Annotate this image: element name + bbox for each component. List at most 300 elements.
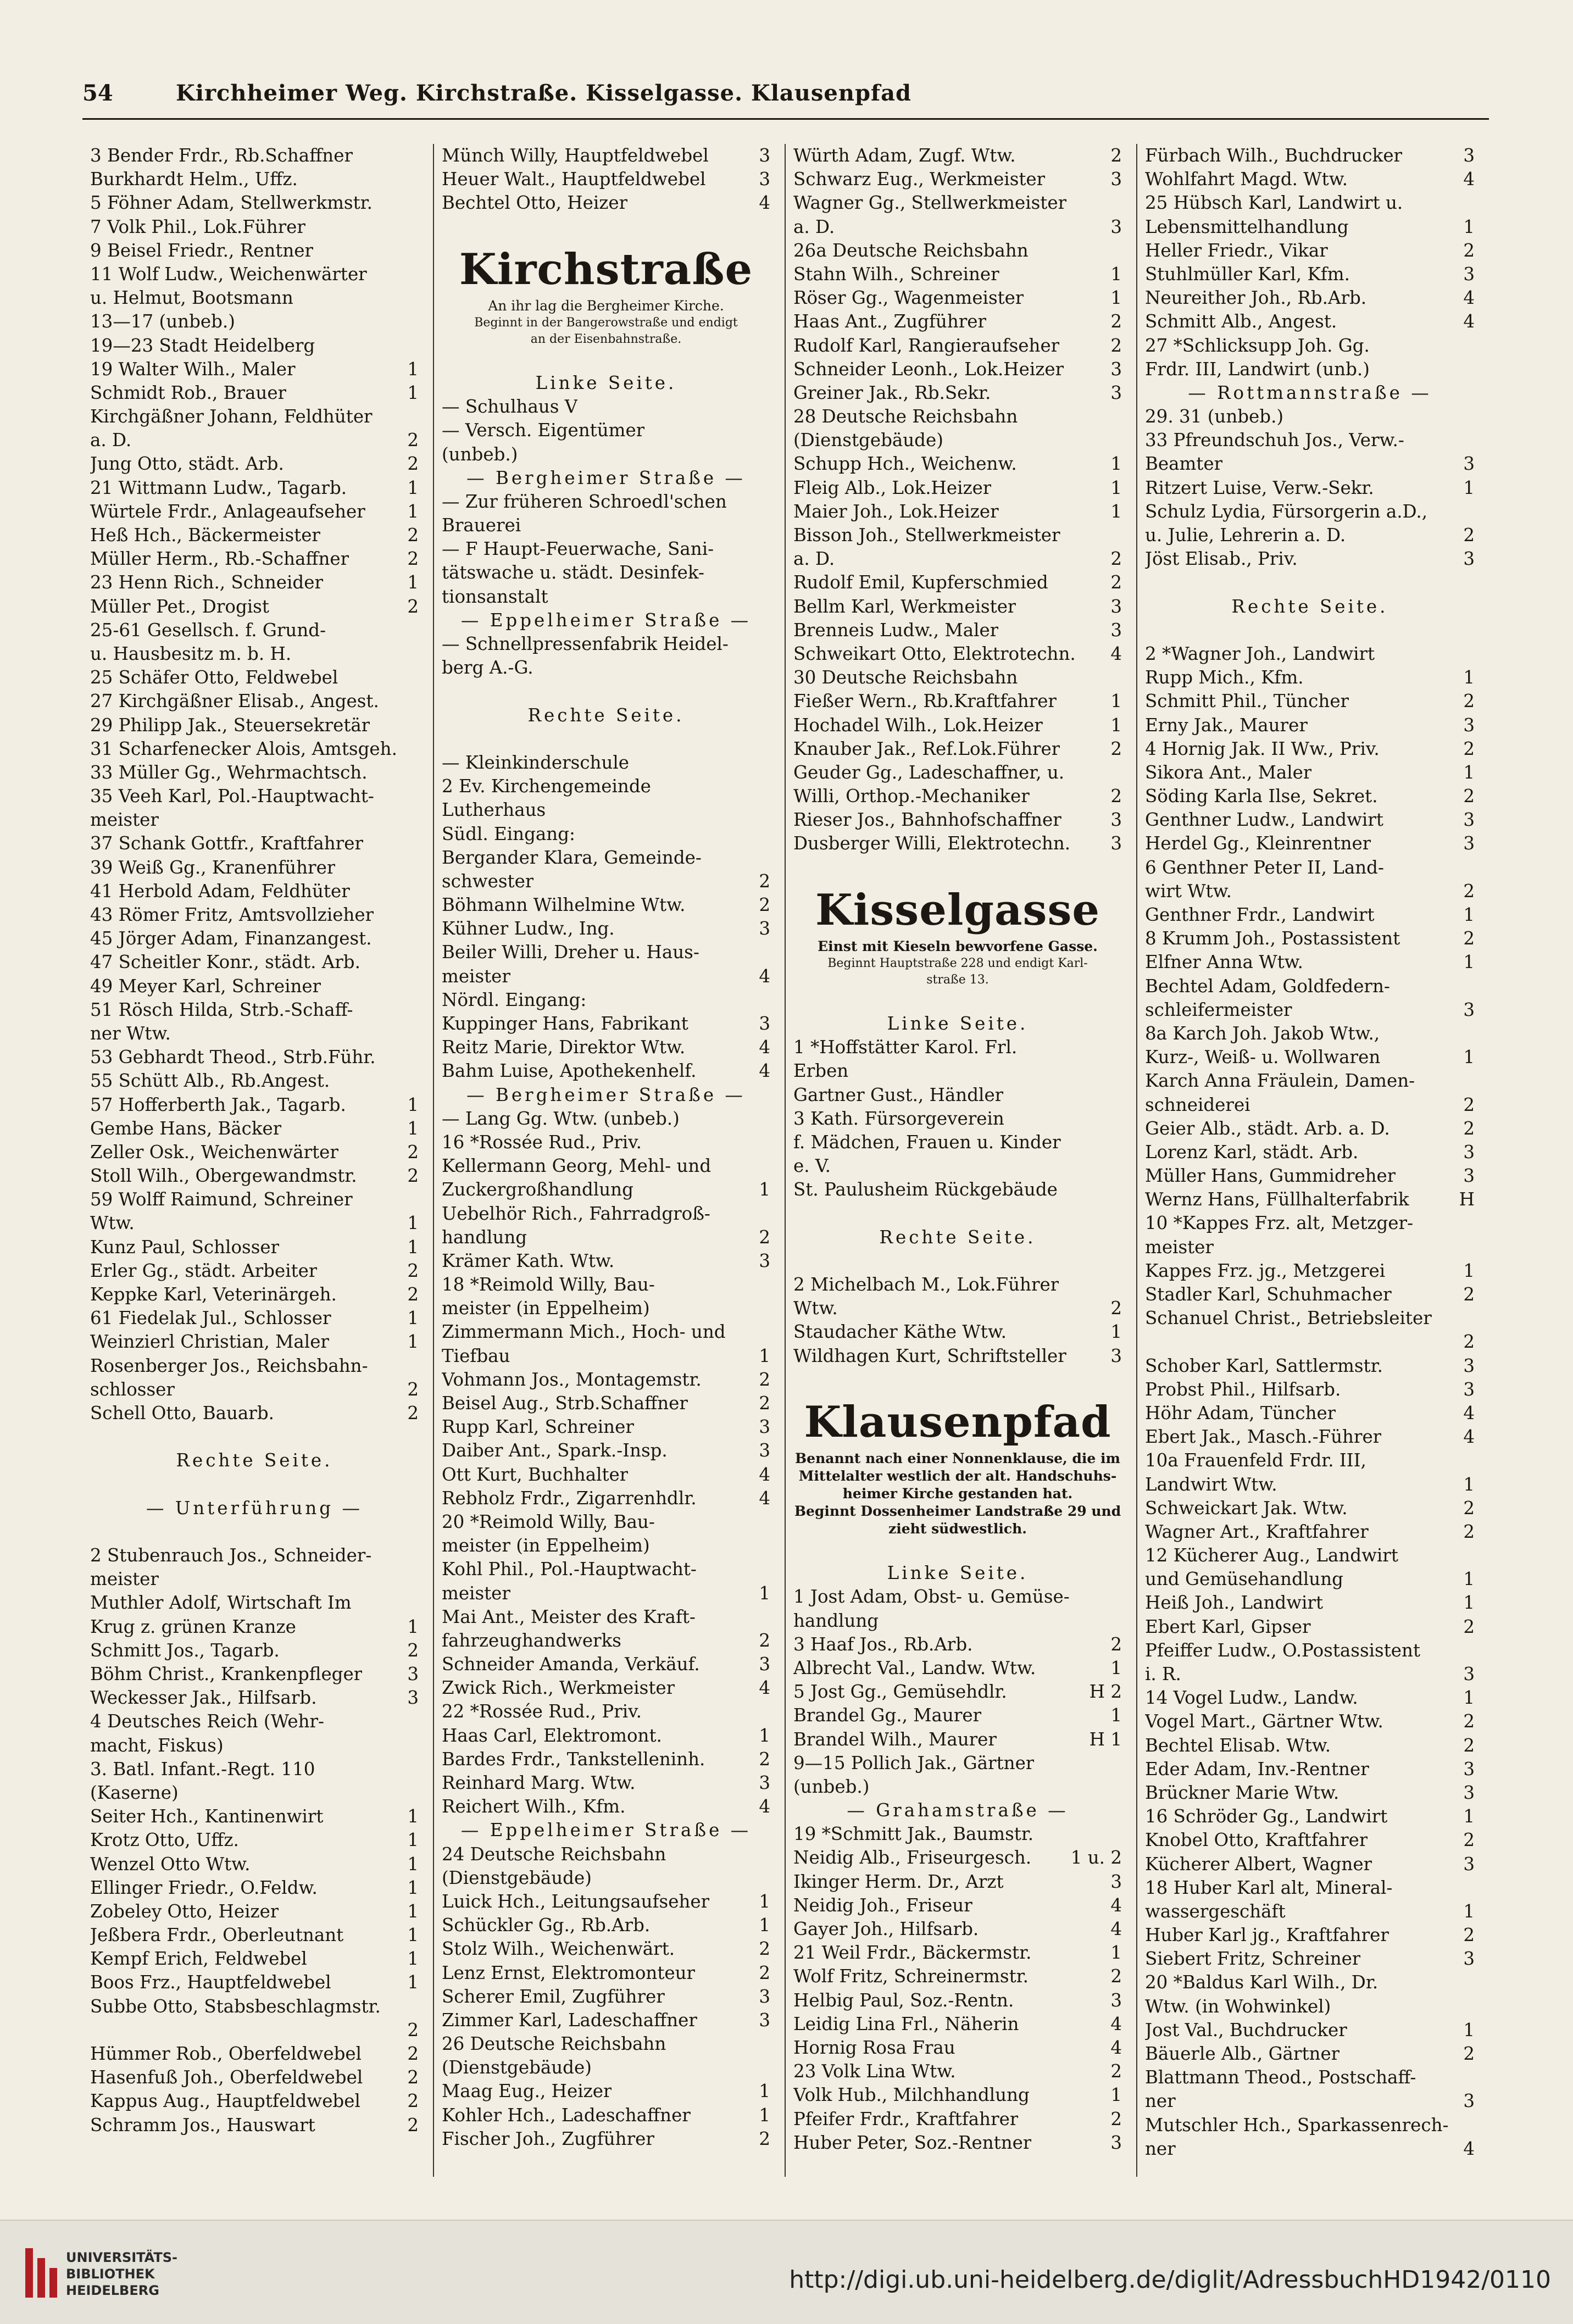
directory-entry [1145, 880, 1475, 903]
entry-text: Ott Kurt, Buchhalter [442, 1464, 629, 1485]
directory-entry [442, 1534, 770, 1558]
directory-entry [442, 1273, 770, 1297]
entry-text: Wagner Gg., Stellwerkmeister [793, 192, 1067, 214]
directory-entry [90, 1164, 419, 1188]
floor-number: 1 [407, 1236, 419, 1258]
entry-text: Würtele Frdr., Anlageaufseher [90, 501, 365, 522]
directory-entry [1145, 1758, 1475, 1781]
directory-entry [442, 395, 770, 419]
directory-entry [1145, 1022, 1475, 1046]
floor-number: 1 [1463, 1592, 1475, 1614]
entry-text: Stuhlmüller Karl, Kfm. [1145, 263, 1350, 285]
section-label: Rechte Seite. [1231, 596, 1388, 617]
directory-entry [442, 775, 770, 798]
entry-text: 33 Müller Gg., Wehrmachtsch. [90, 761, 368, 783]
entry-text: 2 Stubenrauch Jos., Schneider- [90, 1545, 372, 1566]
entry-text: ner [1145, 2138, 1176, 2159]
section-label: Rechte Seite. [527, 704, 685, 726]
entry-text: 21 Weil Frdr., Bäckermstr. [793, 1942, 1032, 1964]
running-title: Kirchheimer Weg. Kirchstraße. Kisselgasse. Klausenpfad [176, 80, 911, 106]
directory-entry [1145, 1544, 1475, 1567]
directory-entry [90, 286, 419, 310]
directory-entry [442, 1202, 770, 1226]
entry-text: Ellinger Friedr., O.Feldw. [90, 1877, 318, 1898]
floor-number: 1 [1110, 1942, 1122, 1964]
floor-number: 2 [1110, 2061, 1122, 2082]
entry-text: Eder Adam, Inv.-Rentner [1145, 1758, 1369, 1780]
floor-number: 4 [759, 192, 770, 214]
directory-entry [793, 500, 1122, 524]
entry-text: a. D. [793, 216, 835, 237]
floor-number: 4 [1110, 1919, 1122, 1939]
entry-text: Rieser Jos., Bahnhofschaffner [793, 809, 1061, 831]
directory-entry [793, 2060, 1122, 2083]
entry-text: und Gemüsehandlung [1145, 1569, 1343, 1590]
entry-text: Schell Otto, Bauarb. [90, 1402, 274, 1424]
entry-text: Haas Ant., Zugführer [793, 311, 987, 332]
directory-entry [1145, 714, 1475, 737]
directory-entry [793, 2012, 1122, 2036]
street-heading: Kirchstraße [459, 244, 753, 294]
entry-text: 25 Hübsch Karl, Landwirt u. [1145, 192, 1403, 214]
directory-entry [90, 1236, 419, 1259]
directory-entry [90, 1378, 419, 1402]
floor-number: 1 [407, 1213, 419, 1234]
floor-number: 2 [759, 1393, 770, 1414]
directory-entry [442, 1771, 770, 1795]
floor-number: 2 [759, 1962, 770, 1983]
entry-text: 20 *Baldus Karl Wilh., Dr. [1145, 1972, 1379, 1993]
entry-text: 5 Föhner Adam, Stellwerkmstr. [90, 192, 373, 214]
floor-number: 3 [1463, 714, 1475, 736]
entry-text: Neidig Joh., Friseur [793, 1894, 972, 1916]
floor-number: 3 [1463, 453, 1475, 475]
directory-entry [1145, 524, 1475, 547]
entry-text: Brauerei [442, 515, 521, 536]
entry-text: 7 Volk Phil., Lok.Führer [90, 216, 305, 237]
directory-entry [793, 761, 1122, 785]
floor-number: 1 [1110, 691, 1122, 712]
floor-number: 1 [1110, 2084, 1122, 2106]
directory-entry [1145, 1093, 1475, 1117]
entry-text: Wtw. (in Wohwinkel) [1145, 1995, 1331, 2017]
entry-text: Genthner Ludw., Landwirt [1145, 809, 1383, 831]
entry-text: Mai Ant., Meister des Kraft- [442, 1606, 696, 1627]
entry-text: Rosenberger Jos., Reichsbahn- [90, 1355, 368, 1376]
floor-number: 4 [759, 1464, 770, 1485]
entry-text: Rudolf Emil, Kupferschmied [793, 572, 1048, 593]
directory-entry [442, 443, 770, 466]
floor-number: H 1 [1089, 1728, 1122, 1750]
directory-entry [90, 334, 419, 358]
directory-entry [90, 761, 419, 785]
entry-text: 18 Huber Karl alt, Mineral- [1145, 1877, 1393, 1898]
directory-entry [90, 1615, 419, 1639]
directory-entry [442, 2056, 770, 2080]
entry-text: Beamter [1145, 453, 1223, 475]
entry-text: Kempf Erich, Feldwebel [90, 1948, 307, 1970]
entry-text: 3 Kath. Fürsorgeverein [793, 1108, 1004, 1129]
entry-text: Söding Karla Ilse, Sekret. [1145, 786, 1378, 807]
directory-entry [1145, 500, 1475, 524]
floor-number: 3 [1463, 1758, 1475, 1780]
directory-entry [90, 832, 419, 855]
entry-text: Heller Friedr., Vikar [1145, 240, 1328, 261]
spacer [1145, 571, 1475, 594]
floor-number: 1 [407, 1853, 419, 1875]
directory-entry [793, 832, 1122, 855]
directory-entry [90, 1093, 419, 1117]
column-2 [434, 144, 786, 2177]
street-note: heimer Kirche gestanden hat. [842, 1486, 1073, 1502]
entry-text: Südl. Eingang: [442, 823, 575, 844]
directory-entry [442, 1297, 770, 1320]
spacer [793, 1202, 1122, 1226]
directory-entry [1145, 856, 1475, 880]
floor-number: 2 [1110, 1966, 1122, 1987]
directory-entry [90, 1567, 419, 1591]
floor-number: 1 [407, 1094, 419, 1115]
source-url-link[interactable]: http://digi.ub.uni-heidelberg.de/diglit/AdressbuchHD1942/0110 [789, 2266, 1551, 2294]
entry-text: meister (in Eppelheim) [442, 1535, 650, 1556]
entry-text: Erben [793, 1060, 849, 1082]
directory-columns [82, 144, 1489, 2177]
entry-text: 8a Karch Joh. Jakob Wtw., [1145, 1022, 1380, 1044]
entry-text: Nördl. Eingang: [442, 989, 587, 1010]
directory-entry [1145, 1497, 1475, 1520]
entry-text: meister [90, 809, 159, 831]
floor-number: 2 [759, 1369, 770, 1390]
floor-number: 2 [407, 2114, 419, 2136]
directory-entry [1145, 1971, 1475, 1994]
entry-text: 13—17 (unbeb.) [90, 311, 235, 332]
floor-number: 1 [1110, 477, 1122, 498]
entry-text: u. Hausbesitz m. b. H. [90, 643, 292, 664]
floor-number: 1 [1463, 904, 1475, 925]
directory-entry [90, 1828, 419, 1852]
floor-number: 2 [759, 2128, 770, 2149]
entry-text: Wenzel Otto Wtw. [90, 1853, 251, 1875]
entry-text: Schober Karl, Sattlermstr. [1145, 1355, 1383, 1376]
floor-number: 2 [1463, 1331, 1475, 1353]
entry-text: meister [90, 1569, 159, 1590]
floor-number: 4 [1463, 287, 1475, 309]
entry-text: Heiß Joh., Landwirt [1145, 1592, 1324, 1614]
entry-text: Pfeifer Frdr., Kraftfahrer [793, 2108, 1019, 2130]
section-label: — Eppelheimer Straße — [460, 609, 752, 631]
floor-number: 3 [759, 1654, 770, 1675]
floor-number: 3 [1463, 833, 1475, 854]
floor-number: 4 [759, 1796, 770, 1817]
entry-text: Fischer Joh., Zugführer [442, 2128, 654, 2149]
entry-text: Mutschler Hch., Sparkassenrech- [1145, 2114, 1449, 2136]
entry-text: 14 Vogel Ludw., Landw. [1145, 1687, 1358, 1709]
library-name: UNIVERSITÄTS- BIBLIOTHEK HEIDELBERG [66, 2250, 178, 2298]
floor-number: 2 [407, 1639, 419, 1661]
entry-text: Knobel Otto, Kraftfahrer [1145, 1830, 1368, 1851]
floor-number: 1 [1463, 952, 1475, 973]
floor-number: 2 [1463, 691, 1475, 712]
entry-text: Wohlfahrt Magd. Wtw. [1145, 169, 1348, 190]
floor-number: 2 [1110, 1633, 1122, 1655]
directory-entry [442, 988, 770, 1012]
entry-text: 25 Schäfer Otto, Feldwebel [90, 667, 338, 688]
floor-number: 2 [1463, 1711, 1475, 1732]
directory-entry [442, 537, 770, 561]
entry-text: Gembe Hans, Bäcker [90, 1117, 282, 1139]
entry-text: 16 Schröder Gg., Landwirt [1145, 1806, 1388, 1827]
floor-number: 3 [1463, 548, 1475, 570]
entry-text: Scherer Emil, Zugführer [442, 1986, 665, 2007]
floor-number: 2 [407, 1284, 419, 1305]
floor-number: 3 [1463, 1664, 1475, 1684]
entry-text: Wernz Hans, Füllhalterfabrik [1145, 1189, 1409, 1210]
entry-text: schwester [442, 870, 534, 892]
entry-text: Elfner Anna Wtw. [1145, 952, 1303, 973]
floor-number: 4 [759, 1060, 770, 1082]
library-logo-icon [25, 2248, 58, 2298]
directory-entry [793, 144, 1122, 168]
floor-number: 2 [407, 1402, 419, 1424]
floor-number: 4 [759, 965, 770, 987]
entry-text: 4 Deutsches Reich (Wehr- [90, 1711, 325, 1732]
entry-text: Stadler Karl, Schuhmacher [1145, 1284, 1392, 1305]
directory-entry [442, 514, 770, 537]
street-course-note: Beginnt Hauptstraße 228 und endigt Karl- [827, 956, 1088, 970]
page-header [82, 76, 1489, 114]
directory-entry [1145, 1164, 1475, 1188]
floor-number: 1 [759, 1345, 770, 1366]
entry-text: Erny Jak., Maurer [1145, 714, 1308, 736]
floor-number: 3 [1110, 358, 1122, 380]
directory-entry [442, 1036, 770, 1059]
floor-number: 3 [1110, 809, 1122, 831]
directory-entry [1145, 1236, 1475, 1259]
directory-entry [1145, 1117, 1475, 1141]
floor-number: 3 [1463, 1948, 1475, 1970]
directory-entry [793, 2108, 1122, 2131]
directory-entry [793, 1680, 1122, 1704]
directory-entry [1145, 1995, 1475, 2019]
floor-number: 3 [759, 1440, 770, 1461]
directory-entry [90, 215, 419, 239]
directory-entry [1145, 666, 1475, 690]
directory-entry [442, 1131, 770, 1154]
floor-number: 3 [1463, 1141, 1475, 1163]
entry-text: Schmitt Jos., Tagarb. [90, 1639, 280, 1661]
floor-number: 1 [759, 2104, 770, 2126]
entry-text: Luick Hch., Leitungsaufseher [442, 1891, 710, 1912]
directory-entry [1145, 1046, 1475, 1069]
entry-text: tätswache u. städt. Desinfek- [442, 562, 704, 583]
directory-entry [90, 1117, 419, 1141]
directory-entry [1145, 2137, 1475, 2161]
floor-number: 1 [1110, 501, 1122, 522]
directory-entry [442, 1866, 770, 1890]
directory-entry [1145, 642, 1475, 666]
entry-text: Schmitt Phil., Tüncher [1145, 691, 1349, 712]
directory-entry [793, 1822, 1122, 1846]
directory-entry [793, 263, 1122, 286]
floor-number: 2 [407, 525, 419, 546]
floor-number: 1 [1110, 287, 1122, 309]
floor-number: 1 [1463, 1047, 1475, 1068]
entry-text: Kücherer Albert, Wagner [1145, 1853, 1372, 1875]
floor-number: 4 [1463, 311, 1475, 332]
entry-text: Kohler Hch., Ladeschaffner [442, 2104, 691, 2126]
directory-entry [793, 1344, 1122, 1368]
directory-entry [1145, 808, 1475, 832]
entry-text: 41 Herbold Adam, Feldhüter [90, 880, 350, 902]
entry-text: (unbeb.) [793, 1776, 870, 1797]
floor-number: 2 [1463, 1497, 1475, 1519]
entry-text: Kohl Phil., Pol.-Hauptwacht- [442, 1559, 697, 1580]
spacer [793, 856, 1122, 880]
entry-text: Jung Otto, städt. Arb. [90, 453, 284, 475]
directory-entry [90, 1639, 419, 1663]
floor-number: 1 [407, 358, 419, 380]
floor-number: 2 [1463, 240, 1475, 261]
floor-number: 3 [1110, 169, 1122, 190]
directory-entry [442, 941, 770, 964]
entry-text: Geuder Gg., Ladeschaffner, u. [793, 761, 1065, 783]
entry-text: Karch Anna Fräulein, Damen- [1145, 1070, 1415, 1092]
entry-text: Zwick Rich., Werkmeister [442, 1677, 675, 1699]
directory-entry [442, 965, 770, 988]
directory-entry [442, 632, 770, 656]
entry-text: Jöst Elisab., Priv. [1145, 548, 1298, 570]
directory-entry [90, 405, 419, 429]
directory-entry [1145, 1947, 1475, 1971]
floor-number: 2 [1463, 1616, 1475, 1637]
directory-entry [442, 1795, 770, 1819]
floor-number: 3 [759, 1416, 770, 1438]
entry-text: Kappus Aug., Hauptfeldwebel [90, 2091, 360, 2112]
directory-entry [793, 286, 1122, 310]
directory-entry [442, 2104, 770, 2127]
entry-text: i. R. [1145, 1664, 1181, 1684]
entry-text: 26a Deutsche Reichsbahn [793, 240, 1029, 261]
entry-text: Brandel Wilh., Maurer [793, 1728, 997, 1750]
entry-text: Krug z. grünen Kranze [90, 1616, 296, 1637]
entry-text: Wtw. [90, 1213, 135, 1234]
entry-text: Bahm Luise, Apothekenhelf. [442, 1060, 697, 1082]
directory-entry [793, 524, 1122, 547]
entry-text: 10a Frauenfeld Frdr. III, [1145, 1450, 1366, 1471]
entry-text: u. Helmut, Bootsmann [90, 287, 293, 309]
street-heading: Klausenpfad [804, 1397, 1111, 1447]
directory-entry [1145, 1188, 1475, 1211]
floor-number: 3 [1463, 2091, 1475, 2112]
directory-entry [90, 381, 419, 405]
floor-number: 4 [1463, 2138, 1475, 2159]
directory-entry [442, 1724, 770, 1748]
directory-entry [1145, 2042, 1475, 2066]
entry-text: Beiler Willi, Dreher u. Haus- [442, 942, 699, 963]
directory-entry [90, 690, 419, 713]
directory-entry [90, 1923, 419, 1947]
section-label: — Eppelheimer Straße — [460, 1820, 752, 1841]
entry-text: Probst Phil., Hilfsarb. [1145, 1378, 1341, 1400]
directory-entry [90, 1710, 419, 1733]
page-number: 54 [82, 80, 113, 106]
directory-entry [1145, 1828, 1475, 1852]
directory-entry [1145, 975, 1475, 998]
floor-number: 3 [1110, 382, 1122, 403]
directory-entry [442, 846, 770, 870]
entry-text: Höhr Adam, Tüncher [1145, 1402, 1336, 1424]
entry-text: Herdel Gg., Kleinrentner [1145, 833, 1371, 854]
directory-entry [793, 1728, 1122, 1752]
entry-text: handlung [442, 1226, 527, 1248]
entry-text: Rupp Mich., Kfm. [1145, 667, 1304, 688]
entry-text: a. D. [90, 430, 132, 451]
directory-entry [442, 1487, 770, 1510]
directory-entry [1145, 476, 1475, 500]
entry-text: schleifermeister [1145, 999, 1292, 1020]
entry-text: Schulz Lydia, Fürsorgerin a.D., [1145, 501, 1428, 522]
directory-entry [793, 547, 1122, 571]
floor-number: 3 [1463, 809, 1475, 831]
directory-entry [793, 571, 1122, 594]
entry-text: Bardes Frdr., Tankstelleninh. [442, 1748, 705, 1770]
floor-number: 1 [407, 1806, 419, 1827]
entry-text: Krämer Kath. Wtw. [442, 1250, 615, 1271]
directory-entry [1145, 1591, 1475, 1615]
column-3 [786, 144, 1137, 2177]
entry-text: 6 Genthner Peter II, Land- [1145, 857, 1384, 878]
entry-text: Weinzierl Christian, Maler [90, 1331, 329, 1353]
directory-entry [442, 585, 770, 609]
directory-entry [90, 571, 419, 594]
directory-entry [90, 714, 419, 737]
directory-entry [793, 1059, 1122, 1083]
floor-number: 1 [759, 1915, 770, 1936]
directory-entry [1145, 358, 1475, 381]
entry-text: 29. 31 (unbeb.) [1145, 406, 1284, 427]
entry-text: (Dienstgebäude) [442, 2057, 592, 2078]
entry-text: Kellermann Georg, Mehl- und [442, 1155, 712, 1177]
entry-text: Ritzert Luise, Verw.-Sekr. [1145, 477, 1374, 498]
floor-number: 1 [1463, 761, 1475, 783]
directory-entry [1145, 785, 1475, 808]
entry-text: tionsanstalt [442, 586, 548, 607]
street-note: An ihr lag die Bergheimer Kirche. [488, 297, 724, 314]
entry-text: 9—15 Pollich Jak., Gärtner [793, 1752, 1035, 1773]
directory-entry [1145, 334, 1475, 358]
directory-entry [1145, 1734, 1475, 1758]
floor-number: 3 [1110, 1345, 1122, 1366]
directory-entry [793, 2131, 1122, 2155]
entry-text: 5 Jost Gg., Gemüsehdlr. [793, 1681, 1007, 1703]
header-rule [82, 118, 1489, 120]
directory-entry [442, 656, 770, 680]
entry-text: 39 Weiß Gg., Kranenführer [90, 857, 336, 878]
directory-entry [442, 168, 770, 191]
floor-number: 4 [759, 1677, 770, 1699]
entry-text: schneiderei [1145, 1094, 1250, 1115]
entry-text: 37 Schank Gottfr., Kraftfahrer [90, 833, 363, 854]
entry-text: 28 Deutsche Reichsbahn [793, 406, 1018, 427]
entry-text: Zuckergroßhandlung [442, 1179, 633, 1200]
floor-number: 2 [1110, 738, 1122, 759]
entry-text: Tiefbau [442, 1345, 510, 1366]
floor-number: 1 [407, 477, 419, 498]
directory-entry [90, 1781, 419, 1805]
entry-text: Weckesser Jak., Hilfsarb. [90, 1687, 317, 1709]
directory-entry [90, 1188, 419, 1211]
entry-text: Röser Gg., Wagenmeister [793, 287, 1024, 309]
